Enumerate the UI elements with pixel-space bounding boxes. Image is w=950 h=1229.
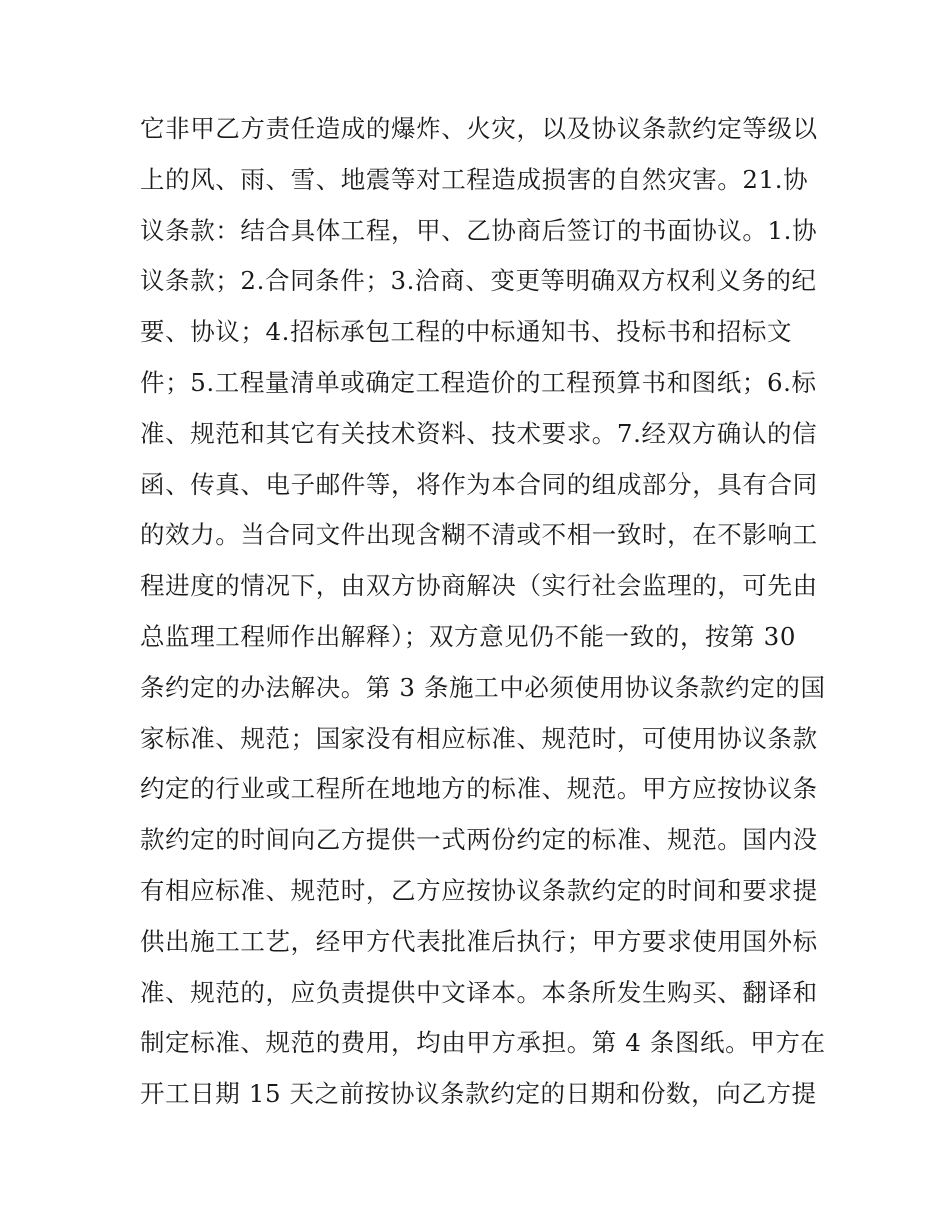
text-line: 条约定的办法解决。第 3 条施工中必须使用协议条款约定的国 (140, 672, 826, 702)
text-line: 要、协议；4.招标承包工程的中标通知书、投标书和招标文 (140, 317, 793, 347)
text-line: 约定的行业或工程所在地地方的标准、规范。甲方应按协议条 (140, 774, 818, 804)
text-line: 议条款：结合具体工程，甲、乙协商后签订的书面协议。1.协 (140, 215, 818, 245)
text-line: 上的风、雨、雪、地震等对工程造成损害的自然灾害。21.协 (140, 164, 809, 194)
text-line: 函、传真、电子邮件等，将作为本合同的组成部分，具有合同 (140, 469, 818, 499)
text-line: 家标准、规范；国家没有相应标准、规范时，可使用协议条款 (140, 723, 818, 753)
text-line: 总监理工程师作出解释）；双方意见仍不能一致的，按第 30 (140, 621, 797, 651)
text-line: 的效力。当合同文件出现含糊不清或不相一致时，在不影响工 (140, 520, 818, 550)
text-line: 有相应标准、规范时，乙方应按协议条款约定的时间和要求提 (140, 875, 818, 905)
text-line: 开工日期 15 天之前按协议条款约定的日期和份数，向乙方提 (140, 1079, 817, 1109)
text-line: 程进度的情况下，由双方协商解决（实行社会监理的，可先由 (140, 571, 818, 601)
body-text (140, 104, 826, 1120)
text-line: 准、规范的，应负责提供中文译本。本条所发生购买、翻译和 (140, 977, 818, 1007)
text-line: 议条款；2.合同条件；3.洽商、变更等明确双方权利义务的纪 (140, 266, 817, 296)
text-line: 件；5.工程量清单或确定工程造价的工程预算书和图纸；6.标 (140, 367, 817, 397)
text-line: 它非甲乙方责任造成的爆炸、火灾，以及协议条款约定等级以 (140, 114, 818, 143)
text-line: 制定标准、规范的费用，均由甲方承担。第 4 条图纸。甲方在 (140, 1028, 826, 1058)
text-line: 准、规范和其它有关技术资料、技术要求。7.经双方确认的信 (140, 418, 818, 448)
text-line: 供出施工工艺，经甲方代表批准后执行；甲方要求使用国外标 (140, 926, 818, 956)
text-line: 款约定的时间向乙方提供一式两份约定的标准、规范。国内没 (140, 825, 818, 855)
